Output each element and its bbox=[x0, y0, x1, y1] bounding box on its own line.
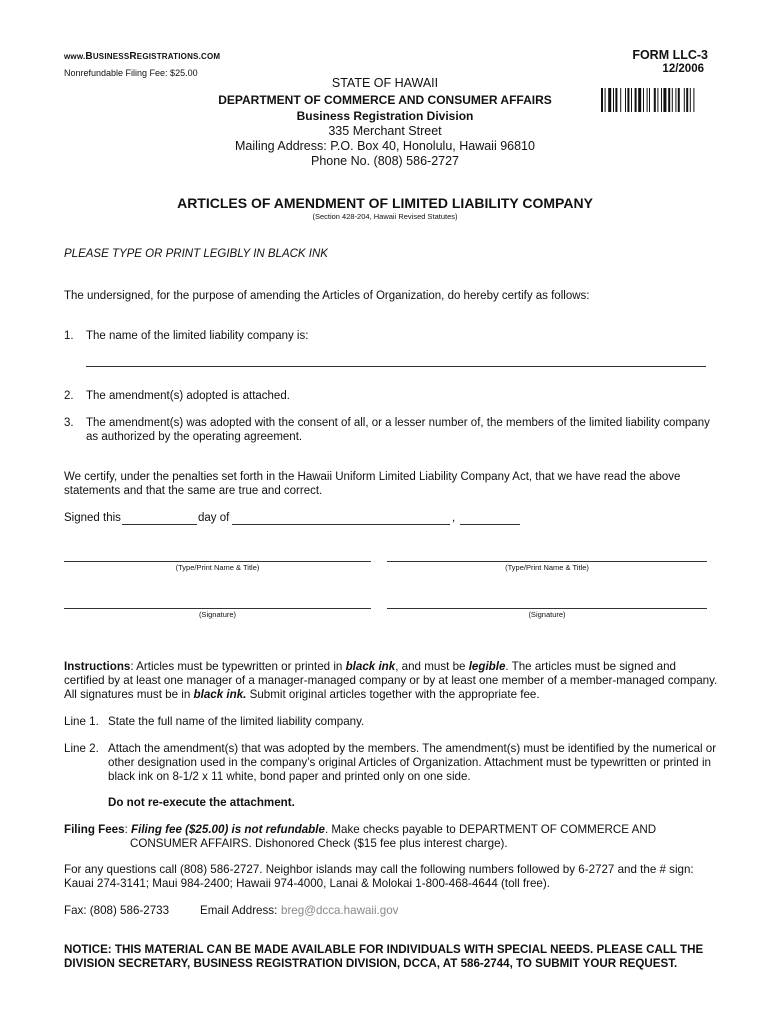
agency-mailing: Mailing Address: P.O. Box 40, Honolulu, Hawaii 96810 bbox=[235, 139, 535, 153]
website-url: www.BUSINESSREGISTRATIONS.COM bbox=[64, 51, 221, 62]
signature-field-left[interactable] bbox=[64, 608, 371, 609]
email-label: Email Address: bbox=[200, 904, 278, 917]
fee-note: Nonrefundable Filing Fee: $25.00 bbox=[64, 68, 198, 78]
notice-line1: NOTICE: THIS MATERIAL CAN BE MADE AVAILABLE FOR INDIVIDUALS WITH SPECIAL NEEDS. PLEASE CALL THE bbox=[64, 943, 704, 956]
item2-text: The amendment(s) adopted is attached. bbox=[86, 390, 290, 402]
line2-text3: black ink on 8-1/2 x 11 white, bond paper and printed only on one side. bbox=[108, 770, 471, 783]
signature-field-right[interactable] bbox=[387, 608, 707, 609]
instructions-line2: certified by at least one manager of a manager-managed company or by at least one member of a member-managed company. bbox=[64, 674, 718, 687]
name-title-label-right: (Type/Print Name & Title) bbox=[505, 563, 589, 572]
line1-text: State the full name of the limited liability company. bbox=[108, 715, 365, 728]
form-subtitle: (Section 428-204, Hawaii Revised Statutes) bbox=[312, 212, 458, 221]
signature-label-left: (Signature) bbox=[198, 610, 237, 619]
item3-number: 3. bbox=[64, 417, 74, 429]
line2-text1: Attach the amendment(s) that was adopted by the members. The amendment(s) must be identified by the numerical or bbox=[108, 742, 717, 755]
agency-phone: Phone No. (808) 586-2727 bbox=[310, 154, 460, 168]
item2-number: 2. bbox=[64, 390, 74, 402]
signed-this-label: Signed this bbox=[64, 512, 121, 524]
email-link[interactable]: breg@dcca.hawaii.gov bbox=[281, 904, 399, 917]
intro-text: The undersigned, for the purpose of amending the Articles of Organization, do hereby certify as follows: bbox=[64, 290, 590, 302]
fax-number: Fax: (808) 586-2733 bbox=[64, 904, 170, 917]
certify-line2: statements and that the same are true and correct. bbox=[64, 485, 323, 497]
questions-line1: For any questions call (808) 586-2727. Neighbor islands may call the following numbers followed by 6-2727 and the # sign: bbox=[64, 863, 694, 876]
agency-street: 335 Merchant Street bbox=[328, 124, 442, 138]
questions-line2: Kauai 274-3141; Maui 984-2400; Hawaii 974-4000, Lanai & Molokai 1-800-468-4644 (toll free). bbox=[64, 877, 550, 890]
instructions-line1: Instructions: Articles must be typewritten or printed in black ink, and must be legible. The articles must be signed and bbox=[64, 660, 676, 673]
filing-fees-line1: Filing Fees: Filing fee ($25.00) is not refundable. Make checks payable to DEPARTMENT OF COMMERCE AND bbox=[64, 823, 657, 836]
signed-year-field[interactable] bbox=[460, 524, 520, 525]
item3-text-line2: as authorized by the operating agreement. bbox=[86, 431, 303, 443]
line1-label: Line 1. bbox=[64, 715, 99, 728]
signed-month-field[interactable] bbox=[232, 524, 450, 525]
name-title-label-left: (Type/Print Name & Title) bbox=[175, 563, 260, 572]
item1-text: The name of the limited liability company is: bbox=[86, 330, 309, 342]
comma-label: , bbox=[452, 512, 456, 524]
item1-number: 1. bbox=[64, 330, 74, 342]
line2-label: Line 2. bbox=[64, 742, 99, 755]
company-name-field[interactable] bbox=[86, 366, 706, 367]
line2-text2: other designation used in the company’s original Articles of Organization. Attachment must be typewritten or printed in bbox=[108, 756, 711, 769]
type-notice: PLEASE TYPE OR PRINT LEGIBLY IN BLACK INK bbox=[64, 248, 328, 260]
form-title: ARTICLES OF AMENDMENT OF LIMITED LIABILITY COMPANY bbox=[177, 195, 593, 211]
agency-state: STATE OF HAWAII bbox=[331, 76, 439, 90]
day-of-label: day of bbox=[198, 512, 230, 524]
instructions-line3: All signatures must be in black ink. Submit original articles together with the appropriate fee. bbox=[64, 688, 540, 701]
signed-day-field[interactable] bbox=[122, 524, 197, 525]
name-title-field-right[interactable] bbox=[387, 561, 707, 562]
form-number: FORM LLC-3 bbox=[632, 48, 708, 62]
no-reexecute-note: Do not re-execute the attachment. bbox=[108, 796, 295, 809]
form-date: 12/2006 bbox=[662, 63, 704, 75]
notice-line2: DIVISION SECRETARY, BUSINESS REGISTRATION DIVISION, DCCA, AT 586-2744, TO SUBMIT YOUR REQUEST. bbox=[64, 957, 678, 970]
agency-department: DEPARTMENT OF COMMERCE AND CONSUMER AFFAIRS bbox=[218, 93, 552, 107]
certify-line1: We certify, under the penalties set forth in the Hawaii Uniform Limited Liability Company Act, that we have read the above bbox=[64, 471, 681, 483]
name-title-field-left[interactable] bbox=[64, 561, 371, 562]
filing-fees-line2: CONSUMER AFFAIRS. Dishonored Check ($15 fee plus interest charge). bbox=[130, 837, 508, 850]
barcode-image bbox=[601, 88, 727, 112]
signature-label-right: (Signature) bbox=[528, 610, 566, 619]
item3-text-line1: The amendment(s) was adopted with the consent of all, or a lesser number of, the members of the limited liability company bbox=[86, 417, 710, 429]
agency-division: Business Registration Division bbox=[296, 109, 474, 123]
